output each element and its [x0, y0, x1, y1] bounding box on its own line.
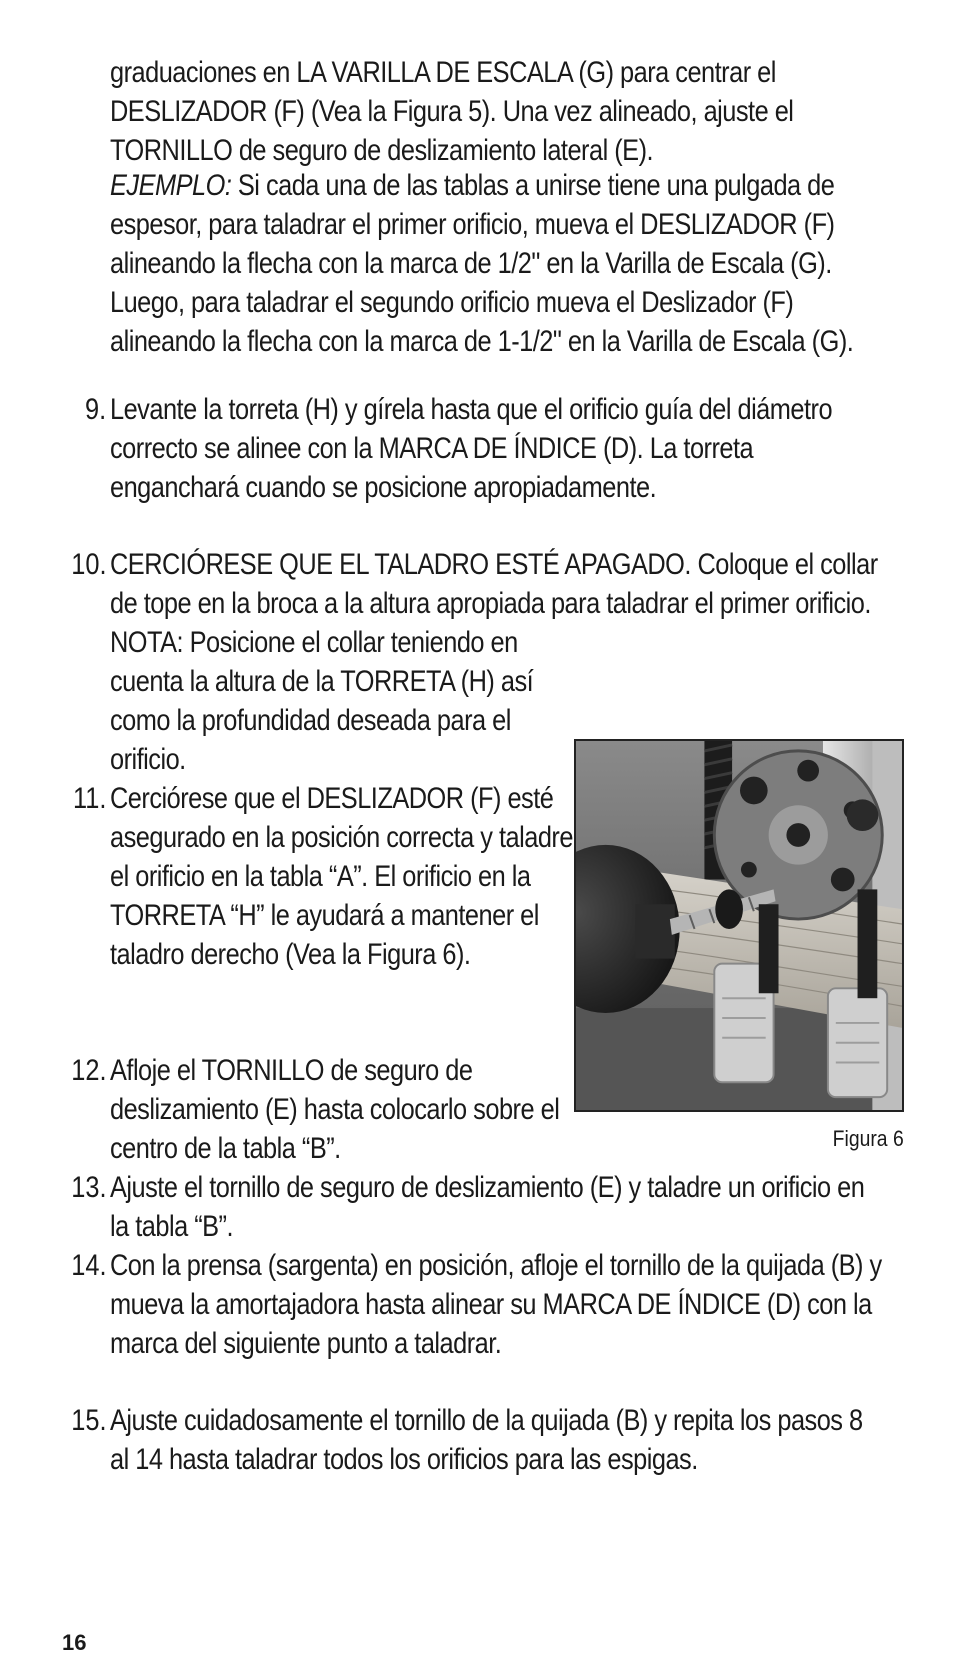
step-13 — [71, 1168, 954, 1246]
intro-paragraph: graduaciones en LA VARILLA DE ESCALA (G) para centrar el DESLIZADOR (F) (Vea la Figura 5). Una vez alineado, ajuste el TORNILLO de seguro de deslizamiento lateral (E). — [110, 56, 794, 167]
step-10 — [71, 545, 954, 662]
page-number: 16 — [62, 1630, 87, 1655]
step-14 — [71, 1246, 954, 1363]
drill-jig-photo — [576, 741, 902, 1110]
step-number: 12. — [71, 1054, 107, 1087]
step-number: 9. — [85, 393, 107, 426]
step-number: 15. — [71, 1404, 107, 1437]
example-label: EJEMPLO: — [110, 169, 232, 202]
figure-caption: Figura 6 — [832, 1126, 904, 1151]
step-number: 10. — [71, 548, 107, 581]
example-paragraph — [110, 166, 884, 361]
step-9 — [85, 390, 954, 507]
step-text: Con la prensa (sargenta) en posición, afloje el tornillo de la quijada (B) y mueva la amortajadora hasta alinear su MARCA DE ÍNDICE (D) con la marca del siguiente punto a taladrar. — [110, 1249, 882, 1360]
step-number: 11. — [73, 782, 107, 815]
step-text: Levante la torreta (H) y gírela hasta que el orificio guía del diámetro correcto se alinee con la MARCA DE ÍNDICE (D). La torreta enganchará cuando se posicione apropiadamente. — [110, 393, 833, 504]
example-text: Si cada una de las tablas a unirse tiene una pulgada de espesor, para taladrar el primer orificio, mueva el DESLIZADOR (F) alineando la flecha con la marca de 1/2" en la Varilla de Escala (G). Luego, para taladrar el segundo orificio mueva el Deslizador (F) alineando la flecha con la marca de 1-1/2" en la Varilla de Escala (G). — [110, 169, 854, 358]
step-number: 14. — [71, 1249, 107, 1282]
step-text: CERCIÓRESE QUE EL TALADRO ESTÉ APAGADO. Coloque el collar de tope en la broca a la altura apropiada para taladrar el primer orificio. NOTA: Posicione el collar teniendo en — [110, 548, 878, 659]
step-text: Cerciórese que el DESLIZADOR (F) esté asegurado en la posición correcta y taladre el orificio en la tabla “A”. El orificio en la TORRETA “H” le ayudará a mantener el taladro derecho (Vea la Figura 6). — [110, 782, 573, 971]
step-15 — [71, 1401, 954, 1479]
step-text: Ajuste el tornillo de seguro de deslizamiento (E) y taladre un orificio en la tabla “B”. — [110, 1171, 865, 1243]
step-text: Afloje el TORNILLO de seguro de deslizamiento (E) hasta colocarlo sobre el centro de la tabla “B”. — [110, 1054, 560, 1165]
step-text-continued: cuenta la altura de la TORRETA (H) así como la profundidad deseada para el orificio. — [110, 665, 534, 776]
figure-6-photo — [574, 739, 904, 1112]
step-number: 13. — [71, 1171, 107, 1204]
step-text: Ajuste cuidadosamente el tornillo de la quijada (B) y repita los pasos 8 al 14 hasta taladrar todos los orificios para las espigas. — [110, 1404, 863, 1476]
